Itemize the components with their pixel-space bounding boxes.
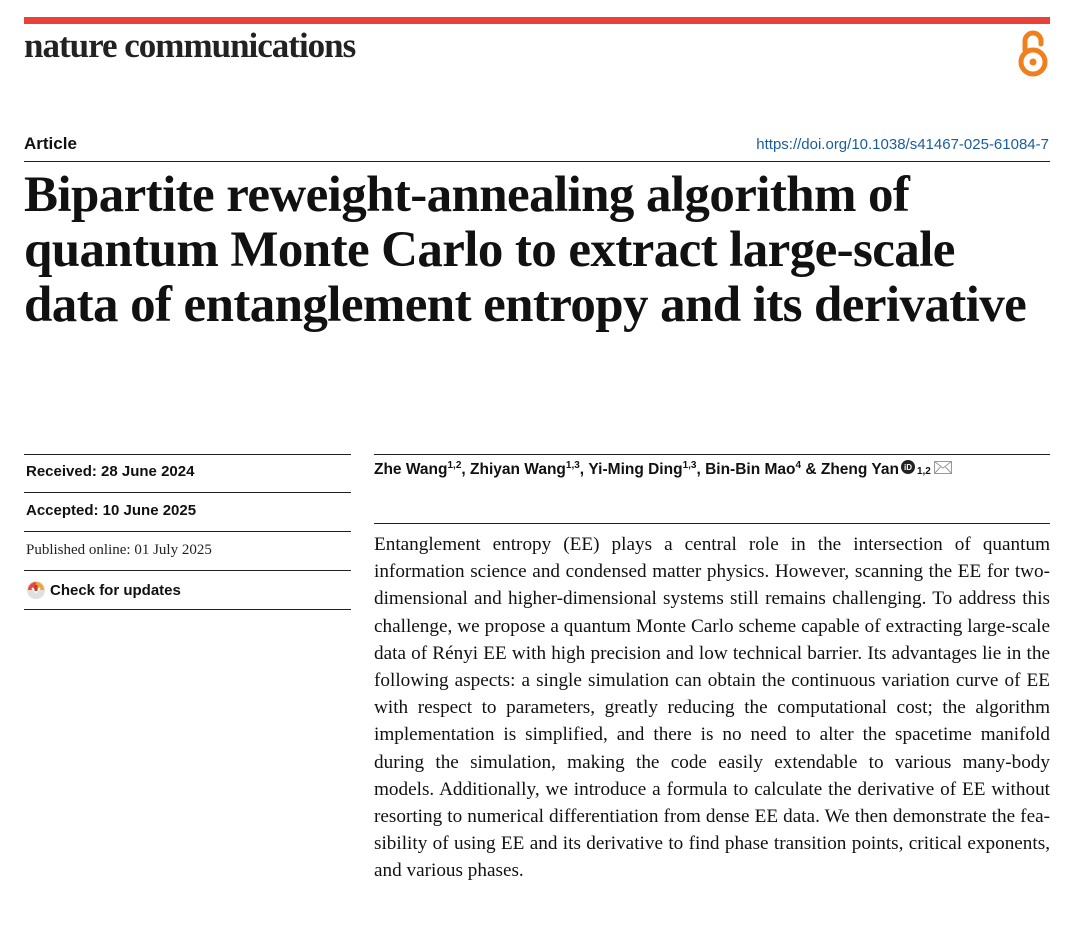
doi-link[interactable]: https://doi.org/10.1038/s41467-025-61084-7 — [756, 136, 1049, 153]
open-access-lock-icon — [1016, 28, 1050, 78]
main-divider — [374, 454, 1050, 455]
orcid-icon[interactable] — [901, 460, 915, 474]
published-date: Published online: 01 July 2025 — [26, 542, 212, 558]
article-title: Bipartite reweight-annealing algorithm of quantum Monte Carlo to extract large-scale data of entanglement entropy and its derivative — [24, 167, 1027, 333]
author-3[interactable]: Yi-Ming Ding$^{1,3}$ — [588, 459, 697, 478]
side-divider — [24, 492, 351, 493]
side-divider — [24, 454, 351, 455]
abstract-text: Entanglement entropy (EE) plays a central role in the intersection of quantum information science and condensed matter physics. However, scanning the EE for two-dimensional and higher-dimensional systems still remains challenging. To address this challenge, we propose a quantum Monte Carlo scheme capable of extracting large-scale data of Rényi EE with high precision and low technical barrier. Its advantages lie in the following aspects: a single simulation can obtain the continuous variation curve of EE with respect to parameters, greatly reducing the computational cost; the algorithm implementation is simplified, and there is no need to alter the spacetime manifold during the simulation, making the code easily extendable to various many-body models. Additionally, we introduce a formula to calculate the derivative of EE without resorting to numerical differentiation from dense EE data. We then demonstrate the fea-sibility of using EE and its derivative to find phase transition points, critical exponents, and various phases. — [374, 534, 1050, 882]
author-2[interactable]: Zhiyan Wang$^{1,3}$ — [470, 459, 580, 478]
author-list: Zhe Wang$^{1,2}$ , Zhiyan Wang$^{1,3}$ , Yi-Ming Ding$^{1,3}$ , Bin-Bin Mao$^4$ & Zheng Yan iD 1,2 — [374, 460, 952, 479]
received-date: Received: 28 June 2024 — [26, 463, 195, 480]
header-divider — [24, 161, 1050, 162]
author-1[interactable]: Zhe Wang$^{1,2}$ — [374, 459, 462, 478]
article-type: Article — [24, 134, 77, 153]
accent-bar — [24, 17, 1050, 24]
journal-name: nature communications — [24, 26, 356, 65]
svg-text:iD: iD — [903, 463, 912, 472]
envelope-icon[interactable] — [934, 461, 952, 474]
abstract-divider — [374, 523, 1050, 524]
side-divider — [24, 609, 351, 610]
check-for-updates-icon — [26, 580, 46, 600]
side-divider — [24, 531, 351, 532]
author-5[interactable]: Zheng Yan — [820, 461, 899, 478]
side-divider — [24, 570, 351, 571]
author-4[interactable]: Bin-Bin Mao$^4$ — [705, 459, 802, 478]
check-for-updates-button[interactable] — [26, 580, 181, 600]
check-for-updates-label: Check for updates — [50, 581, 181, 599]
accepted-date: Accepted: 10 June 2025 — [26, 502, 197, 519]
